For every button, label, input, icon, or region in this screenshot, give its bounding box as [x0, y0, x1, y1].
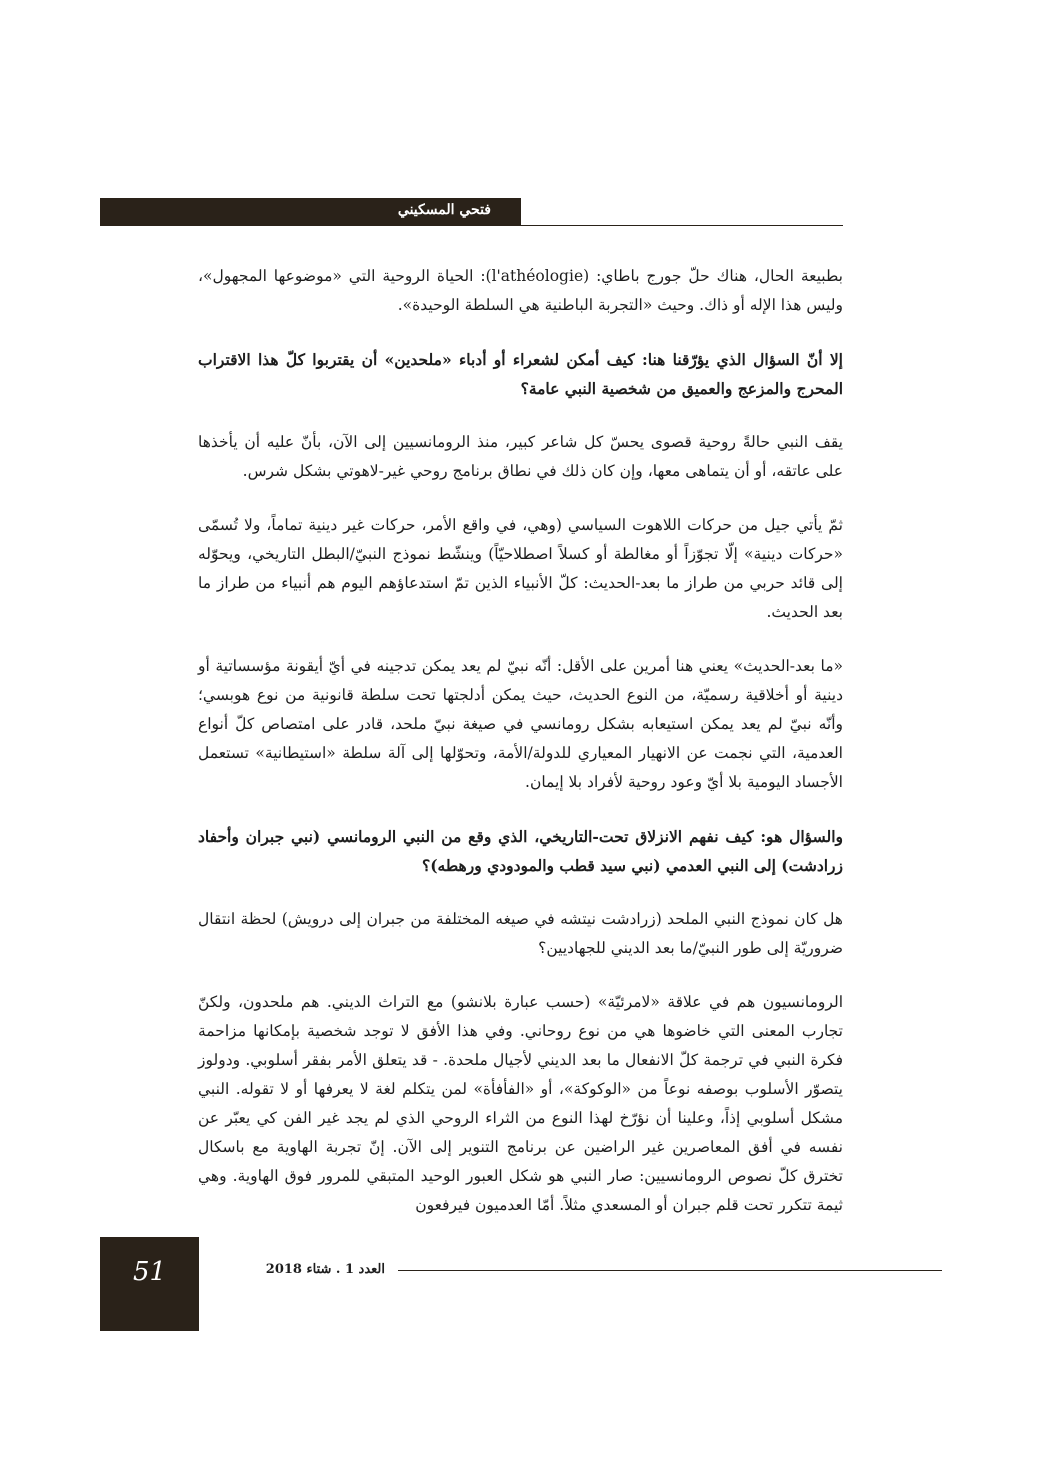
author-name: فتحي المسكيني: [397, 202, 491, 218]
paragraph: ثمّ يأتي جيل من حركات اللاهوت السياسي (وهي، في واقع الأمر، حركات غير دينية تماماً، ولا تُسمّى «حركات دينية» إلّا تجوّزاً أو مغالطة أو كسلاً اصطلاحيّاً) وينشّط نموذج النبيّ/البطل التاريخي، ويحوّله إلى قائد حربي من طراز ما بعد-الحديث: كلّ الأنبياء الذين تمّ استدعاؤهم اليوم هم أنبياء من طراز ما بعد الحديث.: [198, 516, 843, 621]
header-rule: [521, 225, 843, 226]
paragraph: يقف النبي حالةً روحية قصوى يحسّ كل شاعر كبير، منذ الرومانسيين إلى الآن، بأنّ عليه أن يأخذها على عاتقه، أو أن يتماهى معها، وإن كان ذلك في نطاق برنامج روحي غير-لاهوتي بشكل شرس.: [198, 433, 843, 480]
paragraph: «ما بعد-الحديث» يعني هنا أمرين على الأقل: أنّه نبيّ لم يعد يمكن تدجينه في أيّ أيقونة مؤسساتية أو دينية أو أخلاقية رسميّة، من النوع الحديث، حيث يمكن أدلجتها تحت سلطة قانونية من نوع هوبسي؛ وأنّه نبيّ لم يعد يمكن استيعابه بشكل رومانسي في صيغة نبيّ ملحد، قادر على امتصاص كلّ أنواع العدمية، التي نجمت عن الانهيار المعياري للدولة/الأمة، وتحوّلها إلى آلة سلطة «استيطانية» تستعمل الأجساد اليومية بلا أيّ وعود روحية لأفراد بلا إيمان.: [198, 657, 843, 791]
page-number-box: [100, 1237, 199, 1331]
running-header-bar: [100, 198, 521, 226]
paragraph: هل كان نموذج النبي الملحد (زرادشت نيتشه في صيغه المختلفة من جبران إلى درويش) لحظة انتقال ضروريّة إلى طور النبيّ/ما بعد الديني للجهاديين؟: [198, 910, 843, 957]
paragraph: الرومانسيون هم في علاقة «لامرئيّة» (حسب عبارة بلانشو) مع التراث الديني. هم ملحدون، ولكنّ تجارب المعنى التي خاضوها هي من نوع روحاني. وفي هذا الأفق لا توجد شخصية بإمكانها مزاحمة فكرة النبي في ترجمة كلّ الانفعال ما بعد الديني لأجيال ملحدة. - قد يتعلق الأمر بفقر أسلوبي. ودولوز يتصوّر الأسلوب بوصفه نوعاً من «الوكوكة»، أو «الفأفأة» لمن يتكلم لغة لا يعرفها أو لا تقوله. النبي مشكل أسلوبي إذاً، وعلينا أن نؤرّخ لهذا النوع من الثراء الروحي الذي لم يجد غير الفن كي يعبّر عن نفسه في أفق المعاصرين غير الراضين عن برنامج التنوير إلى الآن. إنّ تجربة الهاوية مع باسكال تخترق كلّ نصوص الرومانسيين: صار النبي هو شكل العبور الوحيد المتبقي للمرور فوق الهاوية. وهي ثيمة تتكرر تحت قلم جبران أو المسعدي مثلاً. أمّا العدميون فيرفعون: [198, 993, 843, 1214]
article-body: [198, 262, 843, 1245]
question-paragraph: إلا أنّ السؤال الذي يؤرّقنا هنا: كيف أمكن لشعراء أو أدباء «ملحدين» أن يقتربوا كلّ هذا الاقتراب المحرج والمزعج والعميق من شخصية النبي عامة؟: [198, 350, 843, 398]
page-number: 51: [132, 1257, 167, 1287]
paragraph: بطبيعة الحال، هناك حلّ جورج باطاي: (l'athéologie): الحياة الروحية التي «موضوعها المجهول»، وليس هذا الإله أو ذاك. وحيث «التجربة الباطنية هي السلطة الوحيدة».: [198, 267, 843, 314]
question-paragraph: والسؤال هو: كيف نفهم الانزلاق تحت-التاريخي، الذي وقع من النبي الرومانسي (نبي جبران وأحفاد زرادشت) إلى النبي العدمي (نبي سيد قطب والمودودي ورهطه)؟: [198, 827, 843, 875]
issue-info: العدد 1 . شتاء 2018: [265, 1262, 385, 1277]
footer-rule: [398, 1270, 942, 1271]
